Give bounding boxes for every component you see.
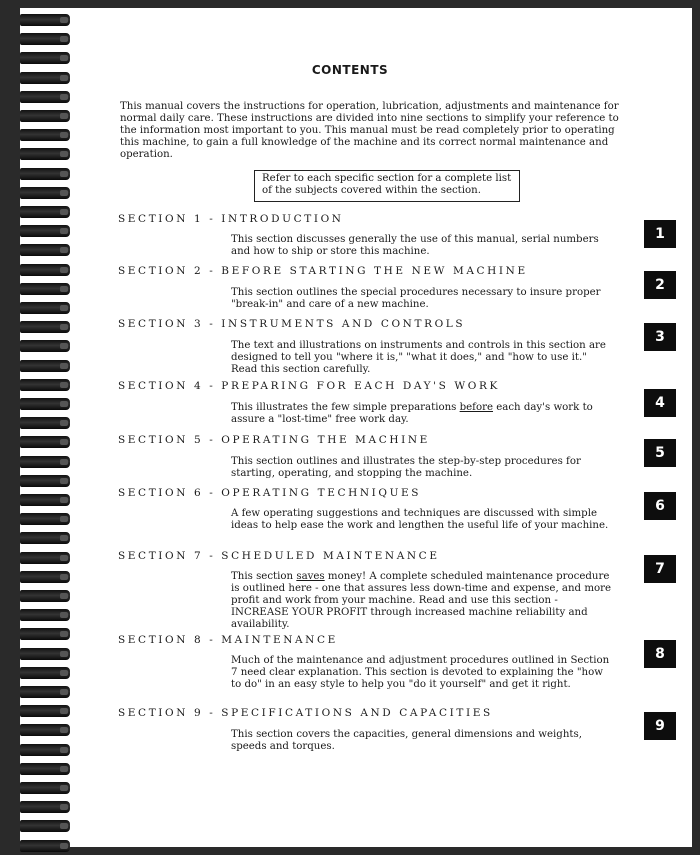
section-9-heading: SECTION 9 - SPECIFICATIONS AND CAPACITIES (118, 707, 493, 719)
binding-ring (20, 110, 70, 122)
section-6-tab[interactable]: 6 (644, 492, 676, 520)
section-8-heading: SECTION 8 - MAINTENANCE (118, 634, 338, 646)
binding-ring (20, 513, 70, 525)
section-4-desc-emphasis: before (459, 402, 493, 413)
binding-ring (20, 244, 70, 256)
binding-ring (20, 417, 70, 429)
binding-ring (20, 206, 70, 218)
section-9-description: This section covers the capacities, general dimensions and weights, speeds and torques. (231, 729, 582, 752)
section-1-heading: SECTION 1 - INTRODUCTION (118, 213, 344, 225)
binding-ring (20, 494, 70, 506)
binding-ring (20, 302, 70, 314)
binding-ring (20, 648, 70, 660)
section-5-tab[interactable]: 5 (644, 439, 676, 467)
binding-ring (20, 360, 70, 372)
binding-ring (20, 168, 70, 180)
section-6-heading: SECTION 6 - OPERATING TECHNIQUES (118, 487, 422, 499)
section-4-desc-pre: This illustrates the few simple preparations (231, 402, 460, 413)
binding-ring (20, 187, 70, 199)
binding-ring (20, 456, 70, 468)
binding-ring (20, 590, 70, 602)
section-3-heading: SECTION 3 - INSTRUMENTS AND CONTROLS (118, 318, 466, 330)
binding-ring (20, 398, 70, 410)
binding-ring (20, 129, 70, 141)
binding-ring (20, 782, 70, 794)
section-1-description: This section discusses generally the use of this manual, serial numbers and how to ship or store this machine. (231, 234, 599, 257)
section-4-heading: SECTION 4 - PREPARING FOR EACH DAY'S WORK (118, 380, 500, 392)
binding-ring (20, 225, 70, 237)
section-5-description: This section outlines and illustrates the step-by-step procedures for starting, operating, and stopping the machine. (231, 456, 581, 479)
section-8-tab[interactable]: 8 (644, 640, 676, 668)
section-3-tab[interactable]: 3 (644, 323, 676, 351)
binding-ring (20, 340, 70, 352)
section-8-description: Much of the maintenance and adjustment procedures outlined in Section 7 need clear explanation. This section is devoted to explaining the "how to do" in an easy style to help you "do it yourself" and get it right. (231, 655, 610, 690)
section-7-desc-post: money! A complete scheduled maintenance procedure is outlined here - one that assures less down-time and expense, and more profit and work from your machine. Read and use this section - INCREASE YOUR PROFIT through increased machine reliability and availability. (231, 571, 612, 630)
binding-ring (20, 552, 70, 564)
page-title: CONTENTS (311, 63, 389, 77)
binding-ring (20, 820, 70, 832)
intro-paragraph: This manual covers the instructions for operation, lubrication, adjustments and maintenance for normal daily care. These instructions are divided into nine sections to simplify your reference to the information most important to you. This manual must be read completely prior to operating this machine, to gain a full knowledge of the machine and its correct normal maintenance and operation. (120, 101, 619, 160)
binding-ring (20, 801, 70, 813)
reference-note-box: Refer to each specific section for a complete list of the subjects covered within the section. (254, 170, 520, 202)
section-4-tab[interactable]: 4 (644, 389, 676, 417)
section-4-description (231, 402, 611, 426)
binding-ring (20, 763, 70, 775)
binding-ring (20, 148, 70, 160)
binding-ring (20, 724, 70, 736)
binding-ring (20, 667, 70, 679)
binding-ring (20, 705, 70, 717)
section-7-heading: SECTION 7 - SCHEDULED MAINTENANCE (118, 550, 440, 562)
section-6-description: A few operating suggestions and techniques are discussed with simple ideas to help ease the work and lengthen the useful life of your machine. (231, 508, 609, 531)
binding-ring (20, 532, 70, 544)
binding-ring (20, 321, 70, 333)
section-7-desc-pre: This section (231, 571, 297, 582)
binding-ring (20, 628, 70, 640)
section-5-heading: SECTION 5 - OPERATING THE MACHINE (118, 434, 430, 446)
section-2-tab[interactable]: 2 (644, 271, 676, 299)
section-2-heading: SECTION 2 - BEFORE STARTING THE NEW MACHINE (118, 265, 528, 277)
section-3-description: The text and illustrations on instruments and controls in this section are designed to tell you "where it is," "what it does," and "how to use it." Read this section carefully. (231, 340, 606, 375)
spiral-binding (0, 0, 70, 855)
section-7-desc-emphasis: saves (296, 571, 325, 582)
binding-ring (20, 744, 70, 756)
binding-ring (20, 436, 70, 448)
binding-ring (20, 14, 70, 26)
binding-ring (20, 91, 70, 103)
binding-ring (20, 283, 70, 295)
section-9-tab[interactable]: 9 (644, 712, 676, 740)
binding-ring (20, 264, 70, 276)
section-7-description (231, 571, 611, 631)
binding-ring (20, 379, 70, 391)
binding-ring (20, 686, 70, 698)
binding-ring (20, 840, 70, 852)
section-7-tab[interactable]: 7 (644, 555, 676, 583)
binding-ring (20, 33, 70, 45)
binding-ring (20, 475, 70, 487)
binding-ring (20, 609, 70, 621)
section-4-desc-post: each day's work to assure a "lost-time" free work day. (231, 402, 593, 425)
binding-ring (20, 571, 70, 583)
section-1-tab[interactable]: 1 (644, 220, 676, 248)
section-2-description: This section outlines the special procedures necessary to insure proper "break-in" and care of a new machine. (231, 287, 601, 310)
